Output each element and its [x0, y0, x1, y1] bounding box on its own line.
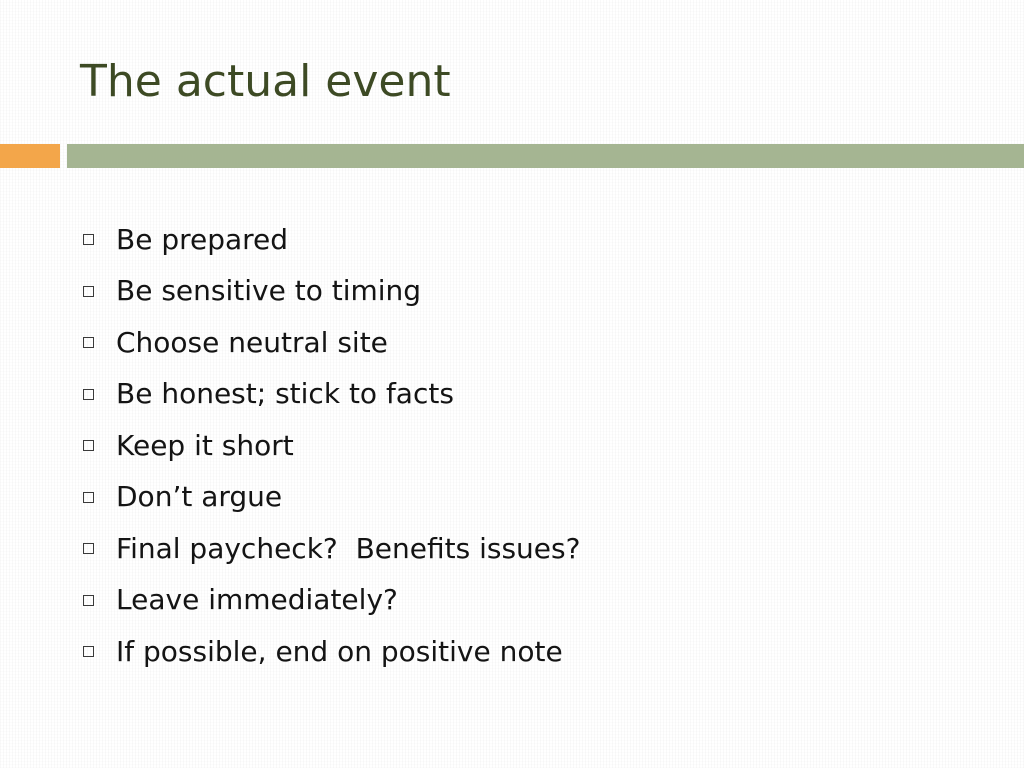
square-bullet-icon	[83, 595, 94, 606]
square-bullet-icon	[83, 543, 94, 554]
bullet-text: Leave immediately?	[116, 583, 398, 617]
bullet-text: Choose neutral site	[116, 325, 388, 359]
square-bullet-icon	[83, 440, 94, 451]
list-item	[80, 575, 580, 627]
square-bullet-icon	[83, 337, 94, 348]
list-item	[80, 626, 580, 678]
square-bullet-icon	[83, 286, 94, 297]
square-bullet-icon	[83, 389, 94, 400]
bullet-text: Keep it short	[116, 428, 294, 462]
list-item	[80, 523, 580, 575]
accent-bar-orange	[0, 144, 60, 168]
bullet-text: Be sensitive to timing	[116, 274, 422, 308]
list-item	[80, 472, 580, 524]
list-item	[80, 214, 580, 266]
list-item	[80, 369, 580, 421]
square-bullet-icon	[83, 646, 94, 657]
bullet-text: Final paycheck? Benefits issues?	[116, 531, 581, 565]
square-bullet-icon	[83, 234, 94, 245]
list-item	[80, 266, 580, 318]
bullet-text: If possible, end on positive note	[116, 634, 563, 668]
square-bullet-icon	[83, 492, 94, 503]
bullet-text: Be honest; stick to facts	[116, 377, 454, 411]
slide-title: The actual event	[80, 56, 451, 107]
bullet-text: Don’t argue	[116, 480, 283, 514]
accent-bar-green	[67, 144, 1024, 168]
bullet-list	[80, 214, 580, 678]
bullet-text: Be prepared	[116, 222, 289, 256]
list-item	[80, 420, 580, 472]
list-item	[80, 317, 580, 369]
